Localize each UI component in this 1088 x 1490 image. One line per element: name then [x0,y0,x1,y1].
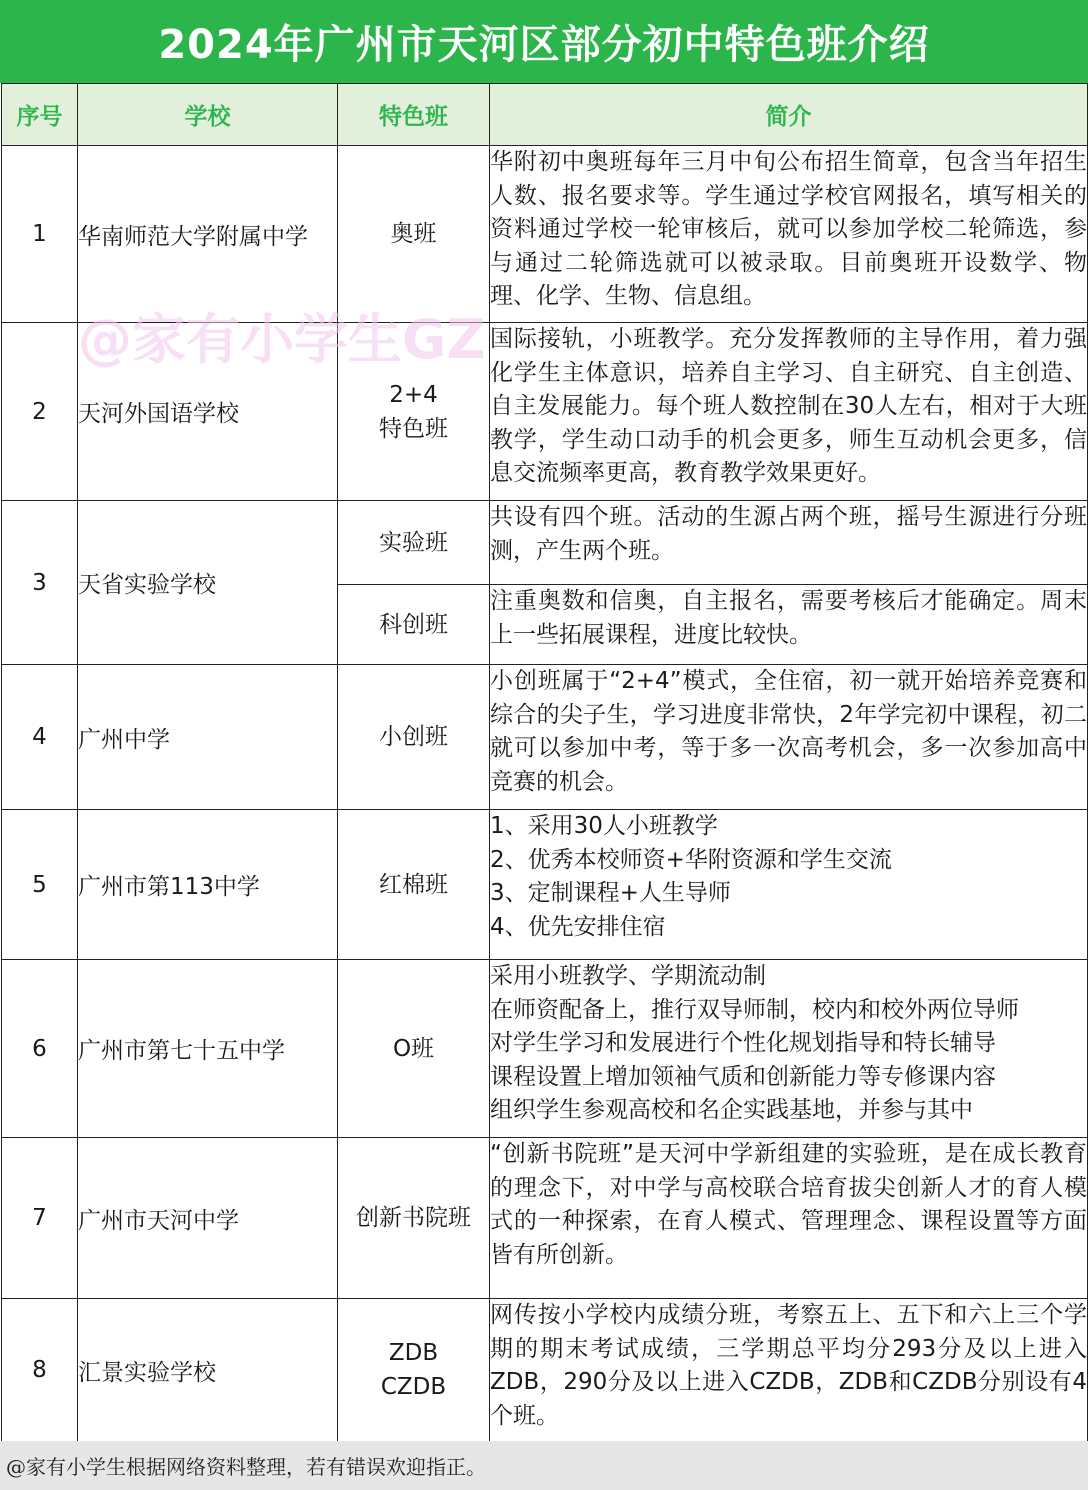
class-name-line: 科创班 [379,611,448,638]
row-num: 4 [2,665,78,810]
school-name: 广州市天河中学 [78,1138,338,1299]
description-line: 在师资配备上，推行双导师制，校内和校外两位导师 [490,996,1019,1023]
table-row [2,323,1088,501]
description-line: 3、定制课程+人生导师 [490,880,731,906]
class-description: 注重奥数和信奥，自主报名，需要考核后才能确定。周末上一些拓展课程，进度比较快。 [490,585,1088,665]
description-line: 课程设置上增加领袖气质和创新能力等专修课内容 [490,1063,996,1090]
page-title: 2024年广州市天河区部分初中特色班介绍 [0,0,1088,83]
class-name [338,501,490,585]
class-name [338,810,490,960]
description-line: 2、优秀本校师资+华附资源和学生交流 [490,846,892,873]
row-num: 2 [2,323,78,501]
description-line: 采用小班教学、学期流动制 [490,963,766,989]
class-name [338,146,490,323]
row-num: 1 [2,146,78,323]
class-description: 共设有四个班。活动的生源占两个班，摇号生源进行分班测，产生两个班。 [490,501,1088,585]
class-description: 网传按小学校内成绩分班，考察五上、五下和六上三个学期的期末考试成绩，三学期总平均分293分及以上进入ZDB，290分及以上进入CZDB，ZDB和CZDB分别设有4个班。 [490,1299,1088,1442]
table-row [2,810,1088,960]
class-description: 国际接轨，小班教学。充分发挥教师的主导作用，着力强化学生主体意识，培养自主学习、自主研究、自主创造、自主发展能力。每个班人数控制在30人左右，相对于大班教学，学生动口动手的机会更多，师生互动机会更多，信息交流频率更高，教育教学效果更好。 [490,323,1088,501]
class-name [338,1299,490,1442]
description-line: 对学生学习和发展进行个性化规划指导和特长辅导 [490,1030,996,1056]
class-name [338,585,490,665]
class-table [1,83,1088,1442]
class-name-line: 小创班 [379,724,448,750]
row-num: 7 [2,1138,78,1299]
row-num: 3 [2,501,78,665]
header-school: 学校 [78,84,338,146]
class-name [338,665,490,810]
table-row [2,1138,1088,1299]
description-line: 4、优先安排住宿 [490,913,666,940]
header-desc: 简介 [490,84,1088,146]
row-num: 8 [2,1299,78,1442]
class-name-line: ZDB [388,1340,439,1366]
header-class: 特色班 [338,84,490,146]
class-name-line: CZDB [380,1374,447,1400]
school-name: 华南师范大学附属中学 [78,146,338,323]
class-name [338,960,490,1138]
class-description: 小创班属于“2+4”模式，全住宿，初一就开始培养竞赛和综合的尖子生，学习进度非常快，2年学完初中课程，初二就可以参加中考，等于多一次高考机会，多一次参加高中竞赛的机会。 [490,665,1088,810]
table-row [2,665,1088,810]
school-name: 天河外国语学校 [78,323,338,501]
school-name: 汇景实验学校 [78,1299,338,1442]
row-num: 6 [2,960,78,1138]
table-row [2,146,1088,323]
watermark: @家有小学生GZ [78,308,486,371]
school-name: 广州中学 [78,665,338,810]
class-name-line: O班 [392,1035,435,1062]
school-name: 天省实验学校 [78,501,338,665]
class-name-line: 2+4 [389,381,438,408]
class-name-line: 红棉班 [379,871,448,898]
class-name-line: 创新书院班 [356,1205,471,1231]
class-name-line: 奥班 [390,221,437,247]
table-row [2,960,1088,1138]
row-num: 5 [2,810,78,960]
school-name: 广州市第113中学 [78,810,338,960]
class-description [490,960,1088,1138]
table-row [2,1299,1088,1442]
table-header-row [2,84,1088,146]
school-name: 广州市第七十五中学 [78,960,338,1138]
footer-note: @家有小学生根据网络资料整理，若有错误欢迎指正。 [0,1441,1088,1490]
class-name [338,323,490,501]
description-line: 1、采用30人小班教学 [490,813,718,839]
header-num: 序号 [2,84,78,146]
table-row [2,501,1088,585]
class-name [338,1138,490,1299]
class-description: “创新书院班”是天河中学新组建的实验班，是在成长教育的理念下，对中学与高校联合培育拔尖创新人才的育人模式的一种探索，在育人模式、管理理念、课程设置等方面皆有所创新。 [490,1138,1088,1299]
description-line: 组织学生参观高校和名企实践基地，并参与其中 [490,1097,973,1123]
class-description: 华附初中奥班每年三月中旬公布招生简章，包含当年招生人数、报名要求等。学生通过学校官网报名，填写相关的资料通过学校一轮审核后，就可以参加学校二轮筛选，参与通过二轮筛选就可以被录取。目前奥班开设数学、物理、化学、生物、信息组。 [490,146,1088,323]
class-description [490,810,1088,960]
class-name-line: 特色班 [379,415,448,442]
class-name-line: 实验班 [379,529,448,556]
